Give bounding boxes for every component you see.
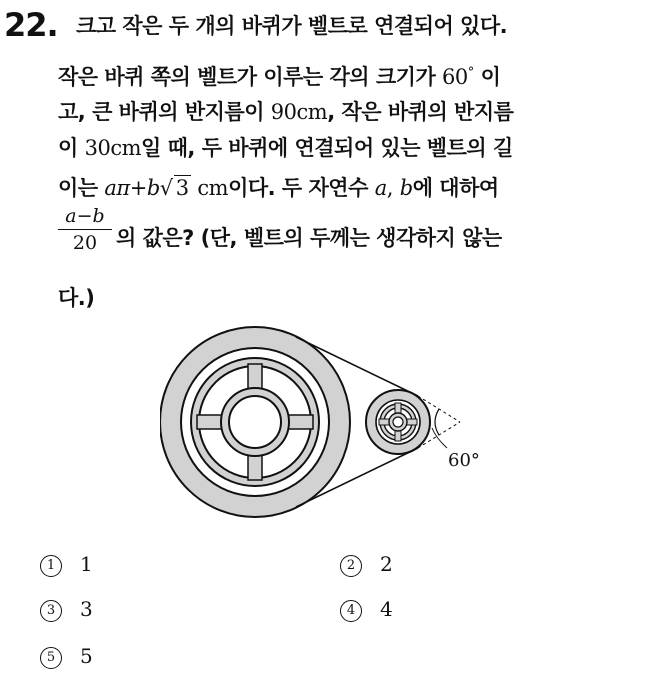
question-line-4 — [58, 132, 513, 162]
large-wheel — [160, 327, 350, 517]
angle-label: 60° — [448, 450, 480, 471]
length-unit: cm — [197, 176, 229, 200]
expr-plus: + — [129, 176, 147, 200]
choice-marker: 1 — [40, 555, 62, 577]
choice-value: 1 — [80, 552, 93, 576]
question-line-2 — [58, 61, 500, 91]
choice-1[interactable] — [40, 552, 93, 577]
small-wheel — [366, 390, 430, 454]
small-radius-unit: cm — [110, 136, 142, 160]
choice-5[interactable] — [40, 644, 93, 669]
line-3-text: 고, 큰 바퀴의 반지름이 — [58, 100, 264, 124]
line-2-text: 작은 바퀴 쪽의 벨트가 이루는 각의 크기가 — [58, 65, 436, 89]
question-line-3 — [58, 96, 513, 126]
expr-pi: π — [116, 176, 130, 200]
angle-value: 60 — [442, 65, 468, 89]
question-number: 22. — [4, 6, 58, 44]
choice-value: 4 — [380, 597, 393, 621]
line-4-text: 이 — [58, 136, 78, 160]
question-line-5 — [58, 172, 499, 202]
expr-a: a — [104, 176, 117, 200]
choice-2[interactable] — [340, 552, 393, 577]
sqrt-radicand: 3 — [175, 176, 189, 200]
line-2-tail: 이 — [480, 65, 501, 89]
choice-marker: 2 — [340, 555, 362, 577]
question-line-7: 다.) — [58, 286, 95, 310]
question-line-6: 의 값은? (단, 벨트의 두께는 생각하지 않는 — [116, 226, 502, 250]
line-5-end: 에 대하여 — [412, 176, 499, 200]
big-radius-value: 90 — [270, 100, 297, 124]
var-b: b — [399, 176, 413, 200]
fraction-denominator: 20 — [72, 232, 98, 254]
fraction-numerator: a−b — [58, 205, 112, 230]
line-5-text: 이는 — [58, 176, 98, 200]
line-4-tail: 일 때, 두 바퀴에 연결되어 있는 벨트의 길 — [141, 136, 513, 160]
wheel-belt-figure — [160, 320, 500, 535]
expr-b: b — [146, 176, 160, 200]
line-5-tail: 이다. 두 자연수 — [228, 176, 368, 200]
choice-3[interactable] — [40, 597, 93, 622]
line-3-tail: , 작은 바퀴의 반지름 — [327, 100, 514, 124]
big-radius-unit: cm — [296, 100, 328, 124]
degree-sign: ° — [467, 65, 474, 80]
var-a: a — [374, 176, 387, 200]
choice-marker: 3 — [40, 600, 62, 622]
choice-value: 5 — [80, 644, 93, 668]
choice-value: 3 — [80, 597, 93, 621]
question-line-1: 크고 작은 두 개의 바퀴가 벨트로 연결되어 있다. — [76, 14, 508, 38]
fraction — [58, 205, 112, 254]
sqrt-symbol: √ — [159, 176, 173, 200]
choice-4[interactable] — [340, 597, 393, 622]
choice-marker: 5 — [40, 647, 62, 669]
var-comma: , — [386, 176, 393, 200]
small-radius-value: 30 — [84, 136, 111, 160]
choice-value: 2 — [380, 552, 393, 576]
choice-marker: 4 — [340, 600, 362, 622]
